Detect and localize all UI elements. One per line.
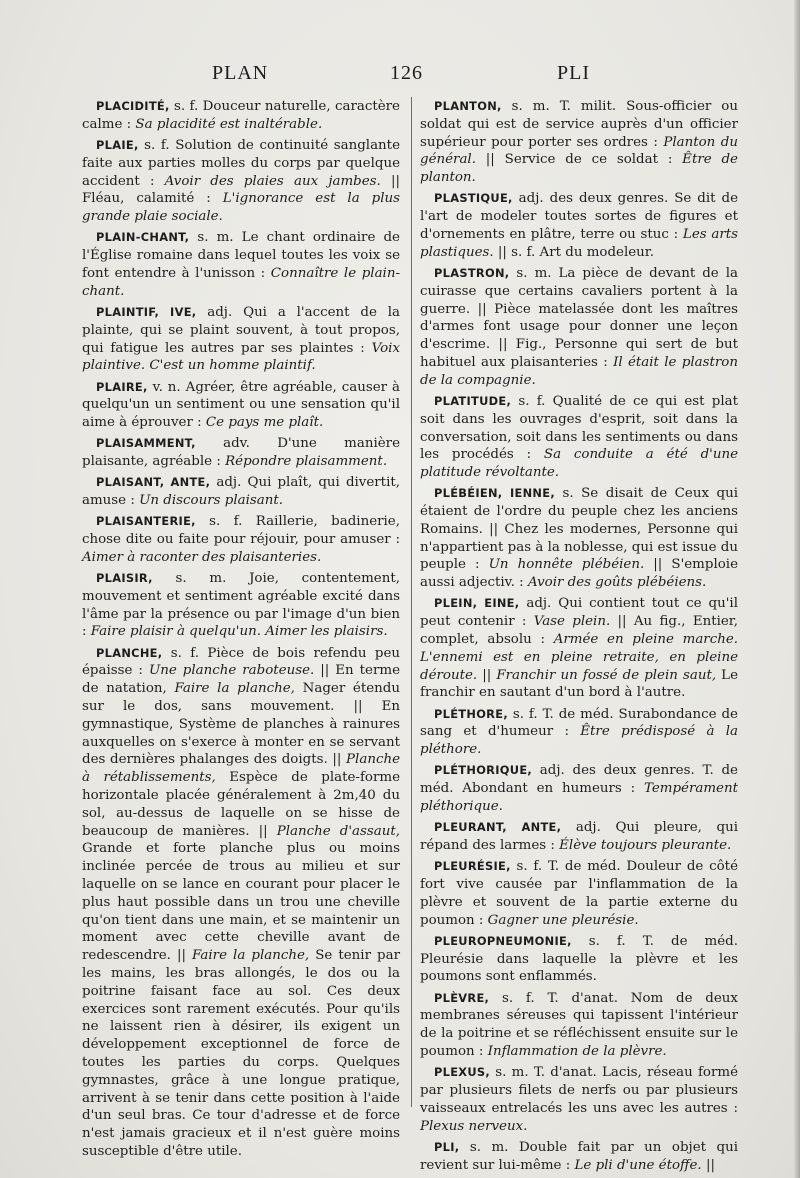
- entry-definition: Qualité de ce qui est plat soit dans les ouvrages d'esprit, soit dans la conversation, soit dans les sentiments ou dans les procédés :: [420, 393, 738, 463]
- entry-example: Une planche raboteuse.: [148, 663, 315, 679]
- dictionary-entry: [82, 513, 400, 566]
- entry-definition: T. d'anat. Lacis, réseau formé par plusieurs filets de nerfs ou par plusieurs vaisseaux entrelacés les uns avec les autres :: [420, 1065, 738, 1116]
- dictionary-entry: [82, 474, 400, 510]
- entry-headword: PLEURÉSIE,: [434, 859, 511, 874]
- entry-headword: PLÉTHORIQUE,: [434, 763, 533, 778]
- entry-example: Un discours plaisant.: [139, 493, 283, 509]
- entry-grammar: s. m.: [459, 1139, 509, 1155]
- entry-grammar: v. n.: [147, 379, 181, 395]
- entry-example: Plexus nerveux.: [420, 1118, 528, 1134]
- page-number: 126: [390, 62, 423, 84]
- entry-headword: PLACIDITÉ,: [96, 99, 170, 113]
- entry-example: Inflammation de la plèvre.: [487, 1043, 667, 1059]
- entry-definition: Nager étendu sur le dos, sans mouvement. || En gymnastique, Système de planches à rainures auxquelles on s'exerce à monter en se servant des dernières phalanges des doigts. ||: [82, 681, 400, 768]
- right-column: [420, 98, 738, 1178]
- entry-example: Faire plaisir à quelqu'un. Aimer les plaisirs.: [90, 624, 388, 640]
- entry-grammar: s. m.: [189, 230, 234, 246]
- dictionary-entry: [420, 1064, 738, 1135]
- entry-grammar: adj.: [196, 304, 233, 320]
- entry-definition: Se disait de Ceux qui étaient de l'ordre du peuple chez les anciens Romains. || Chez les modernes, Personne qui n'appartient pas à la noblesse, qui est issue du peuple :: [420, 486, 738, 573]
- dictionary-entry: [420, 933, 738, 986]
- dictionary-entry: [420, 990, 738, 1061]
- dictionary-entry: [82, 137, 400, 226]
- entry-grammar: adj.: [519, 596, 552, 612]
- dictionary-entry: [420, 819, 738, 855]
- entry-definition: Joie, contentement, mouvement et sentiment agréable excité dans l'âme par la présence ou par l'image d'un bien :: [82, 571, 400, 640]
- entry-definition: ||: [701, 1157, 715, 1173]
- entry-headword: PLAISANT, ANTE,: [96, 475, 211, 490]
- entry-example: Vase plein.: [533, 614, 611, 630]
- entry-grammar: adj.: [532, 763, 565, 779]
- dictionary-entry: [420, 190, 738, 261]
- entry-example: Sa placidité est inaltérable.: [135, 116, 323, 132]
- entry-definition: Espèce de plate-forme horizontale placée généralement à 2m,40 du sol, au-dessus de laquelle on se hisse de beaucoup de manières. ||: [82, 770, 400, 839]
- entry-headword: PLI,: [434, 1139, 460, 1154]
- dictionary-entry: [420, 98, 738, 187]
- page-spine: [794, 0, 800, 1178]
- entry-headword: PLAIRE,: [96, 379, 148, 394]
- entry-grammar: s. f.: [510, 859, 543, 875]
- entry-grammar: s. f.: [507, 706, 538, 722]
- entry-example: Répondre plaisamment.: [225, 454, 388, 470]
- dictionary-entry: [82, 229, 400, 300]
- entry-example: Avoir des plaies aux jambes.: [164, 173, 381, 189]
- entry-example: Aimer à raconter des plaisanteries.: [82, 549, 322, 565]
- entry-definition: Douceur naturelle, caractère calme :: [82, 99, 400, 132]
- entry-definition: Le chant ordinaire de l'Église romaine dans lequel toutes les voix se font entendre à l'unisson :: [82, 230, 400, 281]
- entry-grammar: s. f.: [138, 137, 170, 153]
- column-divider: [411, 97, 412, 1107]
- entry-grammar: s. m.: [509, 265, 552, 281]
- dictionary-entry: [82, 379, 400, 432]
- entry-definition: T. de méd. Douleur de côté fort vive causée par l'inflammation de la plèvre et souvent de la partie externe du poumon :: [420, 859, 738, 928]
- entry-headword: PLEXUS,: [434, 1065, 491, 1080]
- entry-headword: PLATITUDE,: [434, 393, 512, 408]
- entry-example: Armée en pleine marche. L'ennemi est en pleine retraite, en pleine déroute.: [420, 632, 739, 683]
- entry-headword: PLEUROPNEUMONIE,: [434, 933, 572, 948]
- entry-example: Être de planton.: [420, 152, 738, 186]
- entry-definition: Qui pleure, qui répand des larmes :: [420, 820, 738, 853]
- entry-definition: Double fait par un objet qui revient sur lui-même :: [420, 1139, 738, 1173]
- entry-definition: || Au fig., Entier, complet, absolu :: [420, 614, 738, 648]
- entry-headword: PLAISIR,: [96, 571, 153, 586]
- entry-grammar: s. f.: [489, 990, 535, 1006]
- dictionary-entry: [82, 435, 400, 471]
- dictionary-entry: [420, 595, 738, 702]
- entry-definition: Pièce de bois refendu peu épaisse :: [82, 645, 400, 679]
- entry-definition: des deux genres. T. de méd. Abondant en humeurs :: [420, 763, 738, 797]
- entry-headword: PLANTON,: [434, 99, 502, 113]
- entry-headword: PLASTRON,: [434, 265, 510, 280]
- entry-grammar: adj.: [210, 475, 242, 491]
- entry-definition: Qui contient tout ce qu'il peut contenir :: [420, 596, 738, 630]
- entry-grammar: s. m.: [501, 99, 550, 114]
- entry-definition: T. de méd. Pleurésie dans laquelle la plèvre et les poumons sont enflammés.: [420, 933, 738, 985]
- entry-example: Avoir des goûts plébéiens.: [527, 575, 707, 591]
- entry-definition: T. d'anat. Nom de deux membranes séreuses qui tapissent l'intérieur de la poitrine et se réfléchissent ensuite sur le poumon :: [420, 990, 738, 1059]
- dictionary-entry: [82, 304, 400, 375]
- entry-grammar: s. f.: [169, 99, 199, 114]
- entry-definition: Qui a l'accent de la plainte, qui se plaint souvent, à tout propos, qui fatigue les autres par ses plaintes :: [82, 304, 400, 356]
- entry-headword: PLAISANTERIE,: [96, 514, 196, 529]
- entry-grammar: adj.: [561, 820, 601, 836]
- dictionary-entry: [420, 1139, 738, 1175]
- entry-example: Il était le plastron de la compagnie.: [420, 354, 738, 388]
- entry-headword: PLEIN, EINE,: [434, 596, 520, 611]
- entry-definition: Agréer, être agréable, causer à quelqu'un un sentiment ou une sensation qu'il aime à éprouver :: [82, 379, 400, 431]
- entry-definition: Qui plaît, qui divertit, amuse :: [82, 475, 400, 509]
- page-header: [0, 62, 800, 88]
- entry-headword: PLASTIQUE,: [434, 191, 513, 206]
- entry-definition: D'une manière plaisante, agréable :: [82, 436, 400, 470]
- entry-definition: Se tenir par les mains, les bras allongés, le dos ou la poitrine faisant face au sol. Ces deux exercices sont rarement exécutés. Pour qu'ils ne laissent rien à désirer, ils exigent un développement exceptionnel de force de toutes les parties du corps. Quelques gymnastes, grâce à une longue pratique, arrivent à se tenir dans cette position à l'aide d'un seul bras. Ce tour d'adresse et de force n'est jamais gracieux et il n'est guère moins susceptible d'être utile.: [82, 948, 400, 1159]
- entry-example: Franchir un fossé de plein saut,: [496, 667, 717, 683]
- entry-headword: PLÈVRE,: [434, 990, 490, 1005]
- entry-example: Planton du général.: [420, 134, 738, 168]
- entry-definition: || s. f. Art du modeleur.: [493, 244, 654, 260]
- entry-example: Être prédisposé à la pléthore.: [420, 724, 739, 758]
- entry-example: Élève toujours pleurante.: [559, 838, 732, 853]
- dictionary-entry: [82, 98, 400, 134]
- dictionary-entry: [420, 706, 738, 759]
- entry-definition: ||: [477, 667, 497, 683]
- entry-example: Gagner une pleurésie.: [487, 912, 639, 928]
- dictionary-entry: [420, 762, 738, 815]
- entry-headword: PLAISAMMENT,: [96, 436, 196, 451]
- entry-definition: T. milit. Sous-officier ou soldat qui est de service auprès d'un officier supérieur pour porter ses ordres :: [420, 99, 738, 150]
- entry-grammar: s.: [554, 486, 574, 502]
- dictionary-entry: [82, 570, 400, 641]
- entry-headword: PLÉTHORE,: [434, 706, 508, 721]
- entry-headword: PLÉBÉIEN, IENNE,: [434, 486, 555, 501]
- entry-headword: PLANCHE,: [96, 645, 163, 660]
- entry-grammar: s. f.: [571, 933, 626, 949]
- entry-example: Un honnête plébéien.: [488, 557, 645, 573]
- entry-definition: Solution de continuité sanglante faite aux parties molles du corps par quelque accident :: [82, 137, 400, 189]
- entry-example: Planche à rétablissements,: [82, 752, 400, 786]
- entry-example: Faire la planche,: [192, 948, 310, 964]
- dictionary-entry: [420, 265, 738, 390]
- entry-grammar: adv.: [195, 436, 250, 452]
- entry-grammar: s. m.: [152, 571, 227, 587]
- entry-definition: Raillerie, badinerie, chose dite ou faite pour réjouir, pour amuser :: [82, 514, 400, 548]
- entry-definition: Le franchir en sautant d'un bord à l'autre.: [420, 667, 738, 701]
- entry-grammar: s. f.: [511, 393, 546, 409]
- entry-example: Ce pays me plaît.: [205, 415, 324, 431]
- header-left-guideword: PLAN: [212, 62, 269, 84]
- dictionary-entry: [420, 485, 738, 592]
- entry-grammar: s. m.: [490, 1065, 529, 1081]
- entry-grammar: s. f.: [162, 645, 199, 661]
- entry-definition: || Fléau, calamité :: [82, 173, 400, 207]
- entry-example: Le pli d'une étoffe.: [574, 1157, 702, 1173]
- entry-definition: || S'emploie aussi adjectiv. :: [420, 557, 738, 591]
- entry-definition: || En terme de natation,: [82, 663, 400, 697]
- entry-example: Les arts plastiques.: [420, 226, 738, 260]
- entry-definition: Grande et forte planche plus ou moins inclinée percée de trous au milieu et sur laquelle on se lance en courant pour placer le plus haut possible dans un trou une cheville qu'on tient dans une main, et se maintenir un moment avec cette cheville avant de redescendre. ||: [82, 841, 400, 964]
- entry-headword: PLAIN-CHANT,: [96, 230, 190, 245]
- entry-example: L'ignorance est la plus grande plaie sociale.: [82, 191, 400, 225]
- left-column: [82, 98, 400, 1164]
- dictionary-entry: [420, 858, 738, 929]
- entry-example: Planche d'assaut,: [276, 823, 401, 839]
- entry-grammar: s. f.: [195, 514, 243, 530]
- entry-example: Voix plaintive. C'est un homme plaintif.: [82, 340, 400, 374]
- dictionary-entry: [82, 645, 400, 1161]
- dictionary-entry: [420, 393, 738, 482]
- entry-definition: T. de méd. Surabondance de sang et d'humeur :: [420, 706, 738, 740]
- entry-definition: des deux genres. Se dit de l'art de modeler toutes sortes de figures et d'ornements en plâtre, terre ou stuc :: [420, 191, 738, 242]
- entry-headword: PLAIE,: [96, 137, 139, 152]
- entry-headword: PLAINTIF, IVE,: [96, 304, 197, 319]
- header-right-guideword: PLI: [557, 62, 590, 84]
- entry-definition: La pièce de devant de la cuirasse que certains cavaliers portent à la guerre. || Pièce matelassée dont les maîtres d'armes font usage pour donner une leçon d'escrime. || Fig., Personne qui sert de but habituel aux plaisanteries :: [420, 265, 738, 370]
- entry-headword: PLEURANT, ANTE,: [434, 820, 562, 835]
- entry-example: Faire la planche,: [174, 681, 295, 697]
- entry-example: Sa conduite a été d'une platitude révoltante.: [420, 447, 739, 481]
- entry-example: Tempérament pléthorique.: [420, 781, 738, 815]
- entry-definition: || Service de ce soldat :: [475, 152, 683, 168]
- entry-example: Connaître le plain-chant.: [82, 265, 400, 299]
- entry-grammar: adj.: [512, 191, 544, 207]
